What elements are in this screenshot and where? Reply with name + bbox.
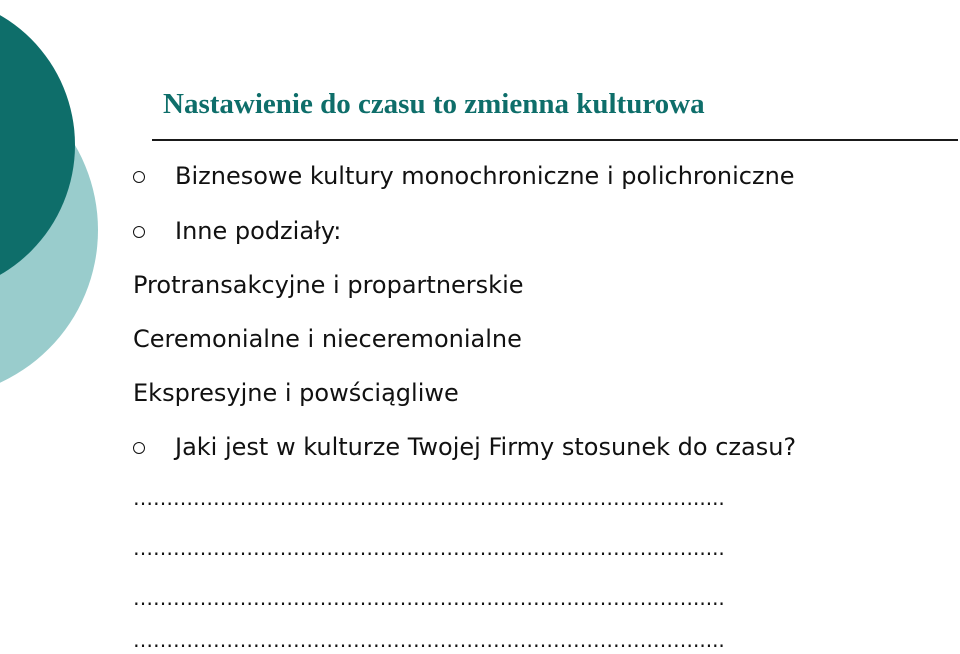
title-divider	[152, 139, 958, 141]
answer-line-3: ………………………………………………………………………….....	[133, 586, 725, 610]
answer-line-4: ………………………………………………………………………….....	[133, 628, 725, 652]
circle-bullet-icon	[133, 442, 145, 454]
question-item: Jaki jest w kulturze Twojej Firmy stosunek do czasu?	[175, 433, 797, 461]
answer-line-2: ………………………………………………………………………….....	[133, 536, 725, 560]
circle-bullet-icon	[133, 171, 145, 183]
sub-item-2: Ceremonialne i nieceremonialne	[133, 325, 522, 353]
bullet-item-2: Inne podziały:	[175, 217, 342, 245]
answer-line-1: ………………………………………………………………………….....	[133, 486, 725, 510]
circle-bullet-icon	[133, 226, 145, 238]
bullet-item-1: Biznesowe kultury monochroniczne i polichroniczne	[175, 162, 795, 190]
sub-item-1: Protransakcyjne i propartnerskie	[133, 271, 524, 299]
slide-title: Nastawienie do czasu to zmienna kulturowa	[163, 88, 705, 120]
sub-item-3: Ekspresyjne i powściągliwe	[133, 379, 459, 407]
decorative-circles	[0, 0, 120, 400]
